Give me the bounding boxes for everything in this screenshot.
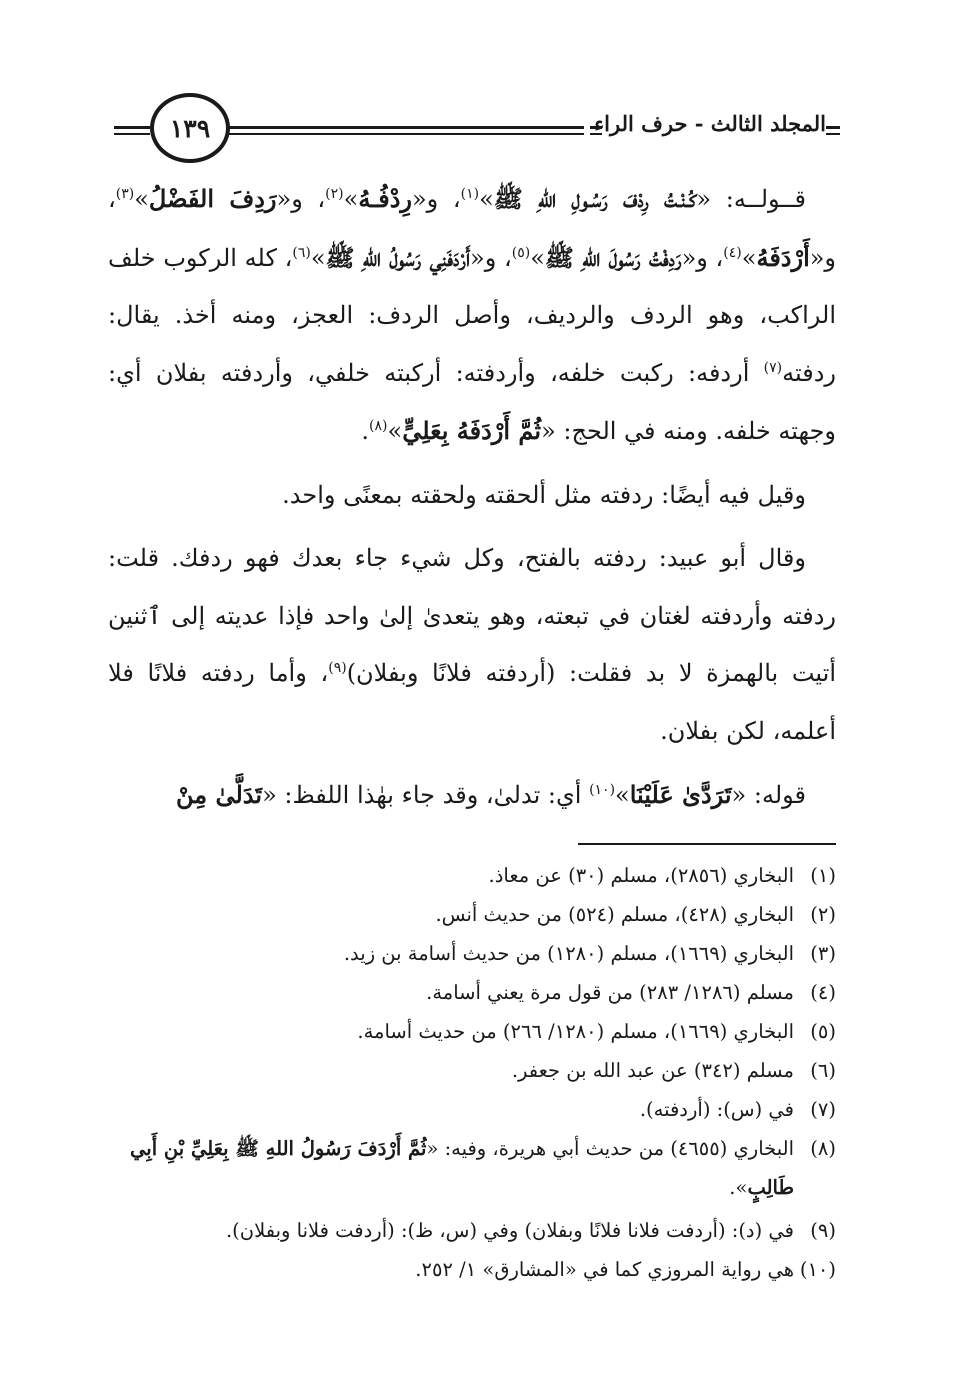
footnote-text: البخاري (٤٢٨)، مسلم (٥٢٤) من حديث أنس. bbox=[435, 903, 794, 926]
footnote-item bbox=[108, 1211, 836, 1250]
footnote-item bbox=[108, 1129, 836, 1207]
footnote-ref[interactable]: (٤) bbox=[723, 244, 742, 261]
text-run: قوله: « bbox=[731, 781, 806, 809]
footnote-number: (١٠) bbox=[799, 1258, 836, 1281]
header-rule-title-bottom bbox=[826, 133, 840, 135]
text-run: وقال أبو عبيد: ردفته بالفتح، وكل شيء جاء بعدك فهو ردفك. قلت: ردفته وأردفته لغتان في تبعته، وهو يتعدىٰ إلىٰ واحد فإذا عديته إلى ٱثنين أتيت بالهمزة لا بد فقلت: (أردفته فلانًا وبفلان) bbox=[108, 544, 837, 687]
text-run: أي: تدلىٰ، وقد جاء بهٰذا اللفظ: « bbox=[262, 781, 590, 809]
text-run: » bbox=[741, 243, 757, 272]
footnote-number: (٢) bbox=[810, 903, 836, 926]
footnote-item bbox=[108, 1051, 836, 1090]
hadith-quote: أَرْدَفَهُ bbox=[756, 242, 810, 272]
footnote-number: (٩) bbox=[810, 1219, 836, 1242]
text-run: ، وأما ردفته فلانًا فلا أعلمه، لكن بفلان. bbox=[108, 659, 836, 745]
text-run: ، و« bbox=[108, 185, 837, 272]
text-run: » bbox=[387, 417, 403, 445]
text-run: ، و« bbox=[470, 243, 512, 272]
hadith-quote: رَدِفَ الفَضْلُ bbox=[148, 184, 277, 213]
text-run: ، و« bbox=[411, 185, 461, 213]
main-text bbox=[108, 170, 836, 825]
footnote-ref[interactable]: (١) bbox=[460, 186, 480, 202]
header-rule-title-top bbox=[826, 126, 840, 129]
paragraph-2: وقيل فيه أيضًا: ردفته مثل ألحقته ولحقته بمعنًى واحد. bbox=[282, 480, 806, 509]
running-head: المجلد الثالث - حرف الراء bbox=[594, 111, 826, 136]
footnote-ref[interactable]: (٨) bbox=[369, 418, 388, 434]
hadith-quote: ثُمَّ أَرْدَفَهُ بِعَلِيٍّ bbox=[402, 416, 542, 445]
paragraph-1 bbox=[108, 170, 836, 461]
footnote-ref[interactable]: (٧) bbox=[763, 359, 783, 376]
footnote-number: (٣) bbox=[810, 942, 836, 965]
footnotes bbox=[108, 856, 836, 1289]
text-run: » bbox=[479, 185, 494, 213]
text-run: » bbox=[343, 185, 359, 213]
footnote-text: البخاري (١٦٦٩)، مسلم (١٢٨٠/ ٢٦٦) من حديث أسامة. bbox=[357, 1020, 794, 1043]
hadith-quote: ثُمَّ أَرْدَفَ رَسُولُ اللهِ ﷺ بِعَلِيِّ بْنِ أَبِي طَالِبٍ bbox=[130, 1137, 794, 1199]
text-run: » bbox=[310, 243, 326, 272]
footnote-separator bbox=[578, 843, 836, 845]
footnote-item bbox=[108, 934, 836, 973]
footnote-number: (٥) bbox=[810, 1020, 836, 1043]
footnote-number: (٦) bbox=[810, 1059, 836, 1082]
footnote-ref[interactable]: (٣) bbox=[115, 186, 135, 202]
hadith-quote: تَرَدَّىٰ عَلَيْنَا bbox=[629, 780, 732, 809]
text-run: » bbox=[615, 781, 630, 809]
footnote-item bbox=[108, 856, 836, 895]
footnote-ref[interactable]: (٩) bbox=[328, 660, 347, 676]
footnote-ref[interactable]: (٢) bbox=[325, 186, 344, 202]
footnote-text: مسلم (٣٤٢) عن عبد الله بن جعفر. bbox=[511, 1059, 794, 1082]
paragraph-3 bbox=[108, 530, 836, 760]
footnote-text: مسلم (١٢٨٦/ ٢٨٣) من قول مرة يعني أسامة. bbox=[426, 981, 794, 1004]
hadith-quote: أَرْدَفَنِي رَسُولُ اللهِ ﷺ bbox=[325, 242, 471, 272]
footnote-number: (٨) bbox=[810, 1137, 836, 1160]
footnote-text bbox=[108, 1129, 794, 1207]
hadith-quote: رَدِفْتُ رَسُولَ اللهِ ﷺ bbox=[544, 242, 682, 272]
footnote-ref[interactable]: (٥) bbox=[511, 244, 531, 261]
paragraph-4 bbox=[108, 766, 836, 825]
text-run: البخاري (٤٦٥٥) من حديث أبي هريرة، وفيه: « bbox=[426, 1137, 794, 1160]
text-run: أردفه: ركبت خلفه، وأردفته: أركبته خلفي، وأردفته بفلان أي: وجهته خلفه. ومنه في الحج: « bbox=[108, 358, 836, 445]
footnote-text: في (س): (أردفته). bbox=[639, 1098, 794, 1121]
header-rule-edge-bottom bbox=[114, 133, 150, 135]
footnote-number: (١) bbox=[810, 864, 836, 887]
footnote-text: هي رواية المروزي كما في «المشارق» ١/ ٢٥٢. bbox=[415, 1258, 794, 1281]
footnote-ref[interactable]: (٦) bbox=[292, 244, 311, 261]
text-run: ، كله الركوب خلف الراكب، وهو الردف والرديف، وأصل الردف: العجز، ومنه أخذ. يقال: ردفته bbox=[108, 243, 836, 387]
footnote-item bbox=[108, 1012, 836, 1051]
footnote-item bbox=[108, 895, 836, 934]
text-run: قــولــه: « bbox=[696, 185, 806, 213]
text-run: . bbox=[361, 417, 370, 445]
text-run: » bbox=[134, 185, 149, 213]
footnote-number: (٤) bbox=[810, 981, 836, 1004]
text-run: » bbox=[530, 243, 545, 272]
hadith-quote: تَدَلَّىٰ مِنْ bbox=[175, 780, 263, 809]
text-run: ». bbox=[729, 1176, 748, 1199]
header-rule-left-top bbox=[226, 126, 584, 129]
footnote-item bbox=[108, 973, 836, 1012]
hadith-quote: رِدْفُـهُ bbox=[358, 184, 412, 213]
footnote-text: في (د): (أردفت فلانا فلانًا وبفلان) وفي (س، ظ): (أردفت فلانا وبفلان). bbox=[225, 1219, 794, 1242]
footnote-text: البخاري (٢٨٥٦)، مسلم (٣٠) عن معاذ. bbox=[488, 864, 794, 887]
footnote-text: البخاري (١٦٦٩)، مسلم (١٢٨٠) من حديث أسامة بن زيد. bbox=[343, 942, 794, 965]
footnote-number: (٧) bbox=[810, 1098, 836, 1121]
header-rule-left-bottom bbox=[226, 133, 584, 135]
footnote-item bbox=[108, 1250, 836, 1289]
header-rule-edge-top bbox=[114, 126, 150, 129]
text-run: ، و« bbox=[681, 243, 724, 272]
text-run: ، و« bbox=[276, 185, 326, 213]
hadith-quote: كُـنْـتُ رِدْفَ رَسُـولِ اللهِ ﷺ bbox=[493, 184, 697, 213]
footnote-item bbox=[108, 1090, 836, 1129]
footnote-ref[interactable]: (١٠) bbox=[589, 782, 616, 798]
page-number: ١٣٩ bbox=[169, 113, 211, 143]
page-number-badge bbox=[150, 93, 230, 163]
